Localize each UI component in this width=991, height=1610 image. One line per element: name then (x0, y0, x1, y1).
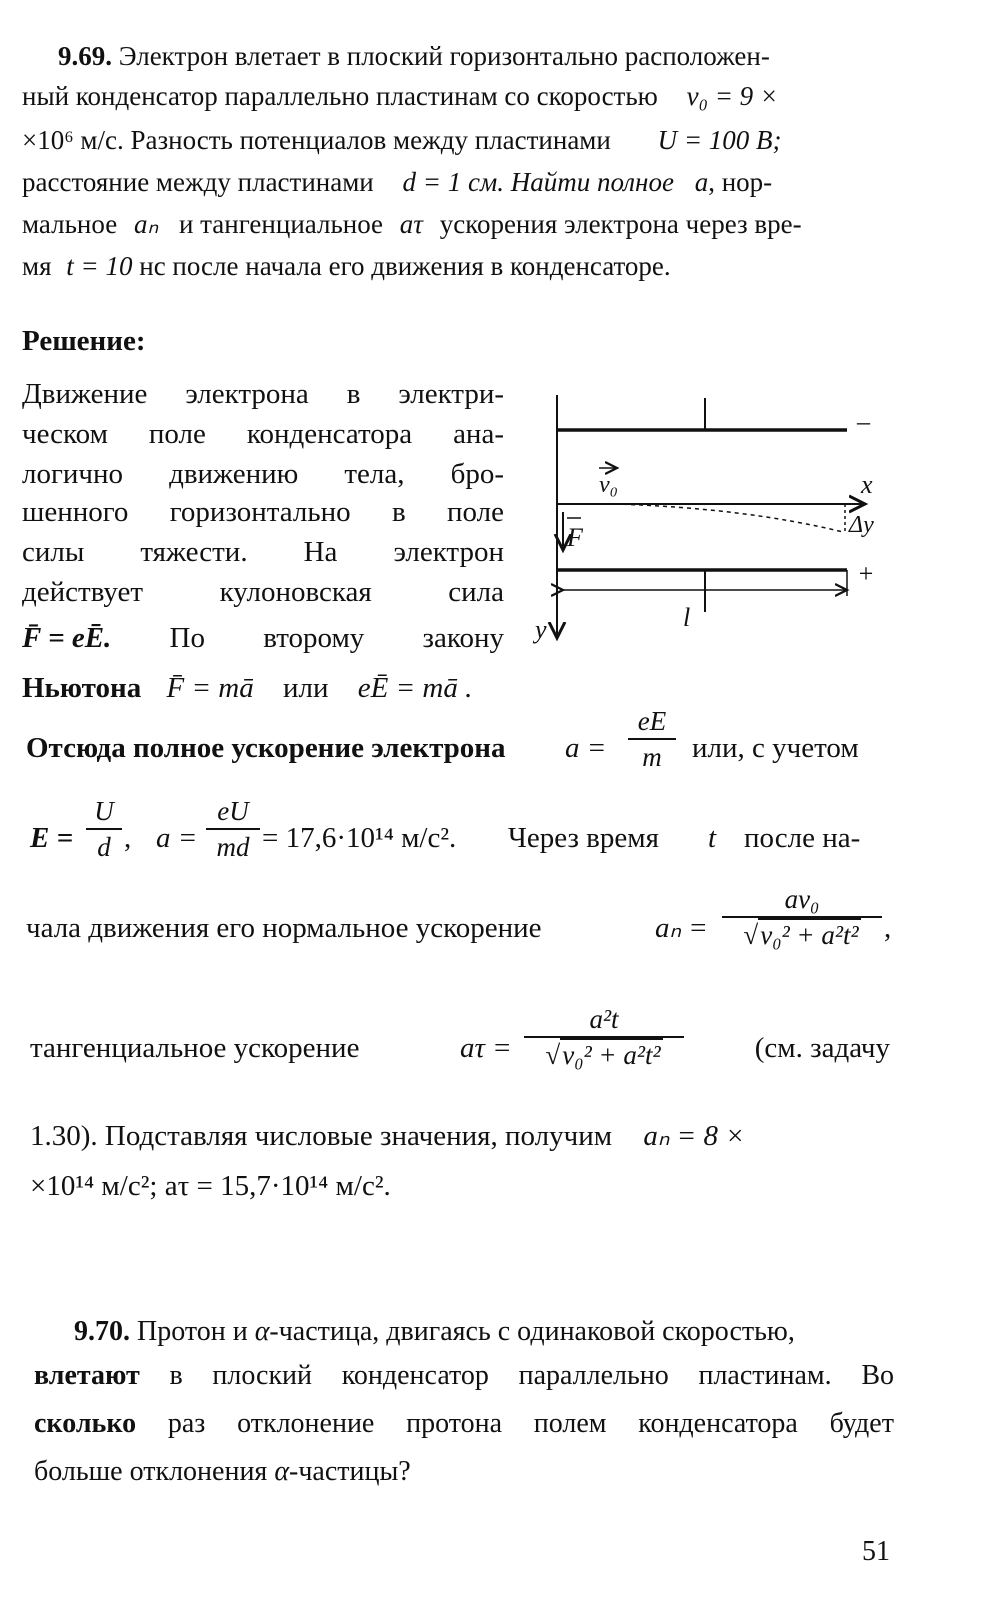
problem-969-line-5: мальное aₙ и тангенциальное aτ ускорения электрона через вре- (22, 209, 802, 239)
an-lhs: aₙ = (655, 912, 708, 944)
dy-label: Δy (849, 512, 874, 538)
tang-text: тангенциальное ускорение (30, 1032, 360, 1064)
accel-lhs: a = (565, 732, 607, 764)
para-line: логично движению тела, бро- (22, 458, 504, 490)
at-fraction: a²t √v₀² + a²t² (524, 1004, 684, 1070)
minus-sign: – (857, 407, 870, 436)
a2-fraction: eU md (206, 796, 260, 862)
y-label: y (535, 615, 547, 644)
e-fraction: U d (86, 796, 122, 862)
problem-970-line-2: влетают в плоский конденсатор параллельно пластинам. Во (34, 1360, 894, 1391)
after-start: после на- (744, 822, 861, 854)
para-line: Движение электрона в электри- (22, 378, 504, 410)
force-equation: F̄ = eĒ. (22, 622, 112, 654)
a2-value: = 17,6·10¹⁴ м/с². (262, 822, 457, 854)
comma: , (884, 912, 892, 944)
problem-969-line-2: ный конденсатор параллельно пластинам со скоростью v₀ = 9 × (22, 81, 779, 111)
through-time: Через время (508, 822, 659, 854)
para-line: ческом поле конденсатора ана- (22, 418, 504, 450)
plus-sign: + (857, 559, 875, 588)
normal-text: чала движения его нормальное ускорение (26, 912, 542, 944)
trajectory (615, 504, 843, 532)
para-line: Ньютона F̄ = mā или eĒ = mā . (22, 672, 473, 704)
accel-text: Отсюда полное ускорение электрона (26, 732, 506, 764)
v0-label: v₀ (599, 472, 618, 498)
x-label: x (861, 470, 873, 499)
problem-970-line-3: сколько раз отклонение протона полем конденсатора будет (34, 1408, 894, 1439)
problem-969-line-3: ×10⁶ м/с. Разность потенциалов между пластинами U = 100 В; (22, 125, 782, 155)
problem-969-line-1: 9.69. Электрон влетает в плоский горизонтально расположен- (58, 41, 770, 71)
force-label: F (567, 523, 583, 552)
para-line: силы тяжести. На электрон (22, 536, 504, 568)
para-line: шенного горизонтально в поле (22, 496, 504, 528)
e-lhs: E = (30, 822, 74, 854)
problem-970-line-1: 9.70. Протон и α-частица, двигаясь с одинаковой скоростью, (74, 1316, 795, 1347)
an-fraction: av₀ √v₀² + a²t² (722, 884, 882, 950)
problem-970-line-4: больше отклонения α-частицы? (34, 1456, 411, 1487)
a2-lhs: a = (156, 822, 198, 854)
para-line: F̄ = eĒ. По второму закону (22, 622, 504, 654)
accel-fraction: eE m (628, 706, 676, 772)
solution-heading: Решение: (22, 325, 146, 357)
para-line: действует кулоновская сила (22, 576, 504, 608)
comma: , (124, 822, 132, 854)
at-lhs: aτ = (460, 1032, 512, 1064)
problem-number: 9.69. (58, 41, 112, 71)
see-problem: (см. задачу (754, 1032, 890, 1064)
problem-969-line-4: расстояние между пластинами d = 1 см. Найти полное a, нор- (22, 167, 773, 197)
result-line-1: 1.30). Подставляя числовые значения, получим aₙ = 8 × (30, 1120, 745, 1152)
accel-after: или, с учетом (692, 732, 859, 764)
page-number: 51 (862, 1536, 890, 1567)
result-line-2: ×10¹⁴ м/с²; aτ = 15,7·10¹⁴ м/с². (30, 1170, 391, 1202)
capacitor-diagram (525, 390, 895, 650)
problem-969-line-6: мя t = 10 нс после начала его движения в конденсаторе. (22, 251, 671, 281)
t-var: t (708, 822, 717, 854)
length-label: l (683, 603, 691, 632)
